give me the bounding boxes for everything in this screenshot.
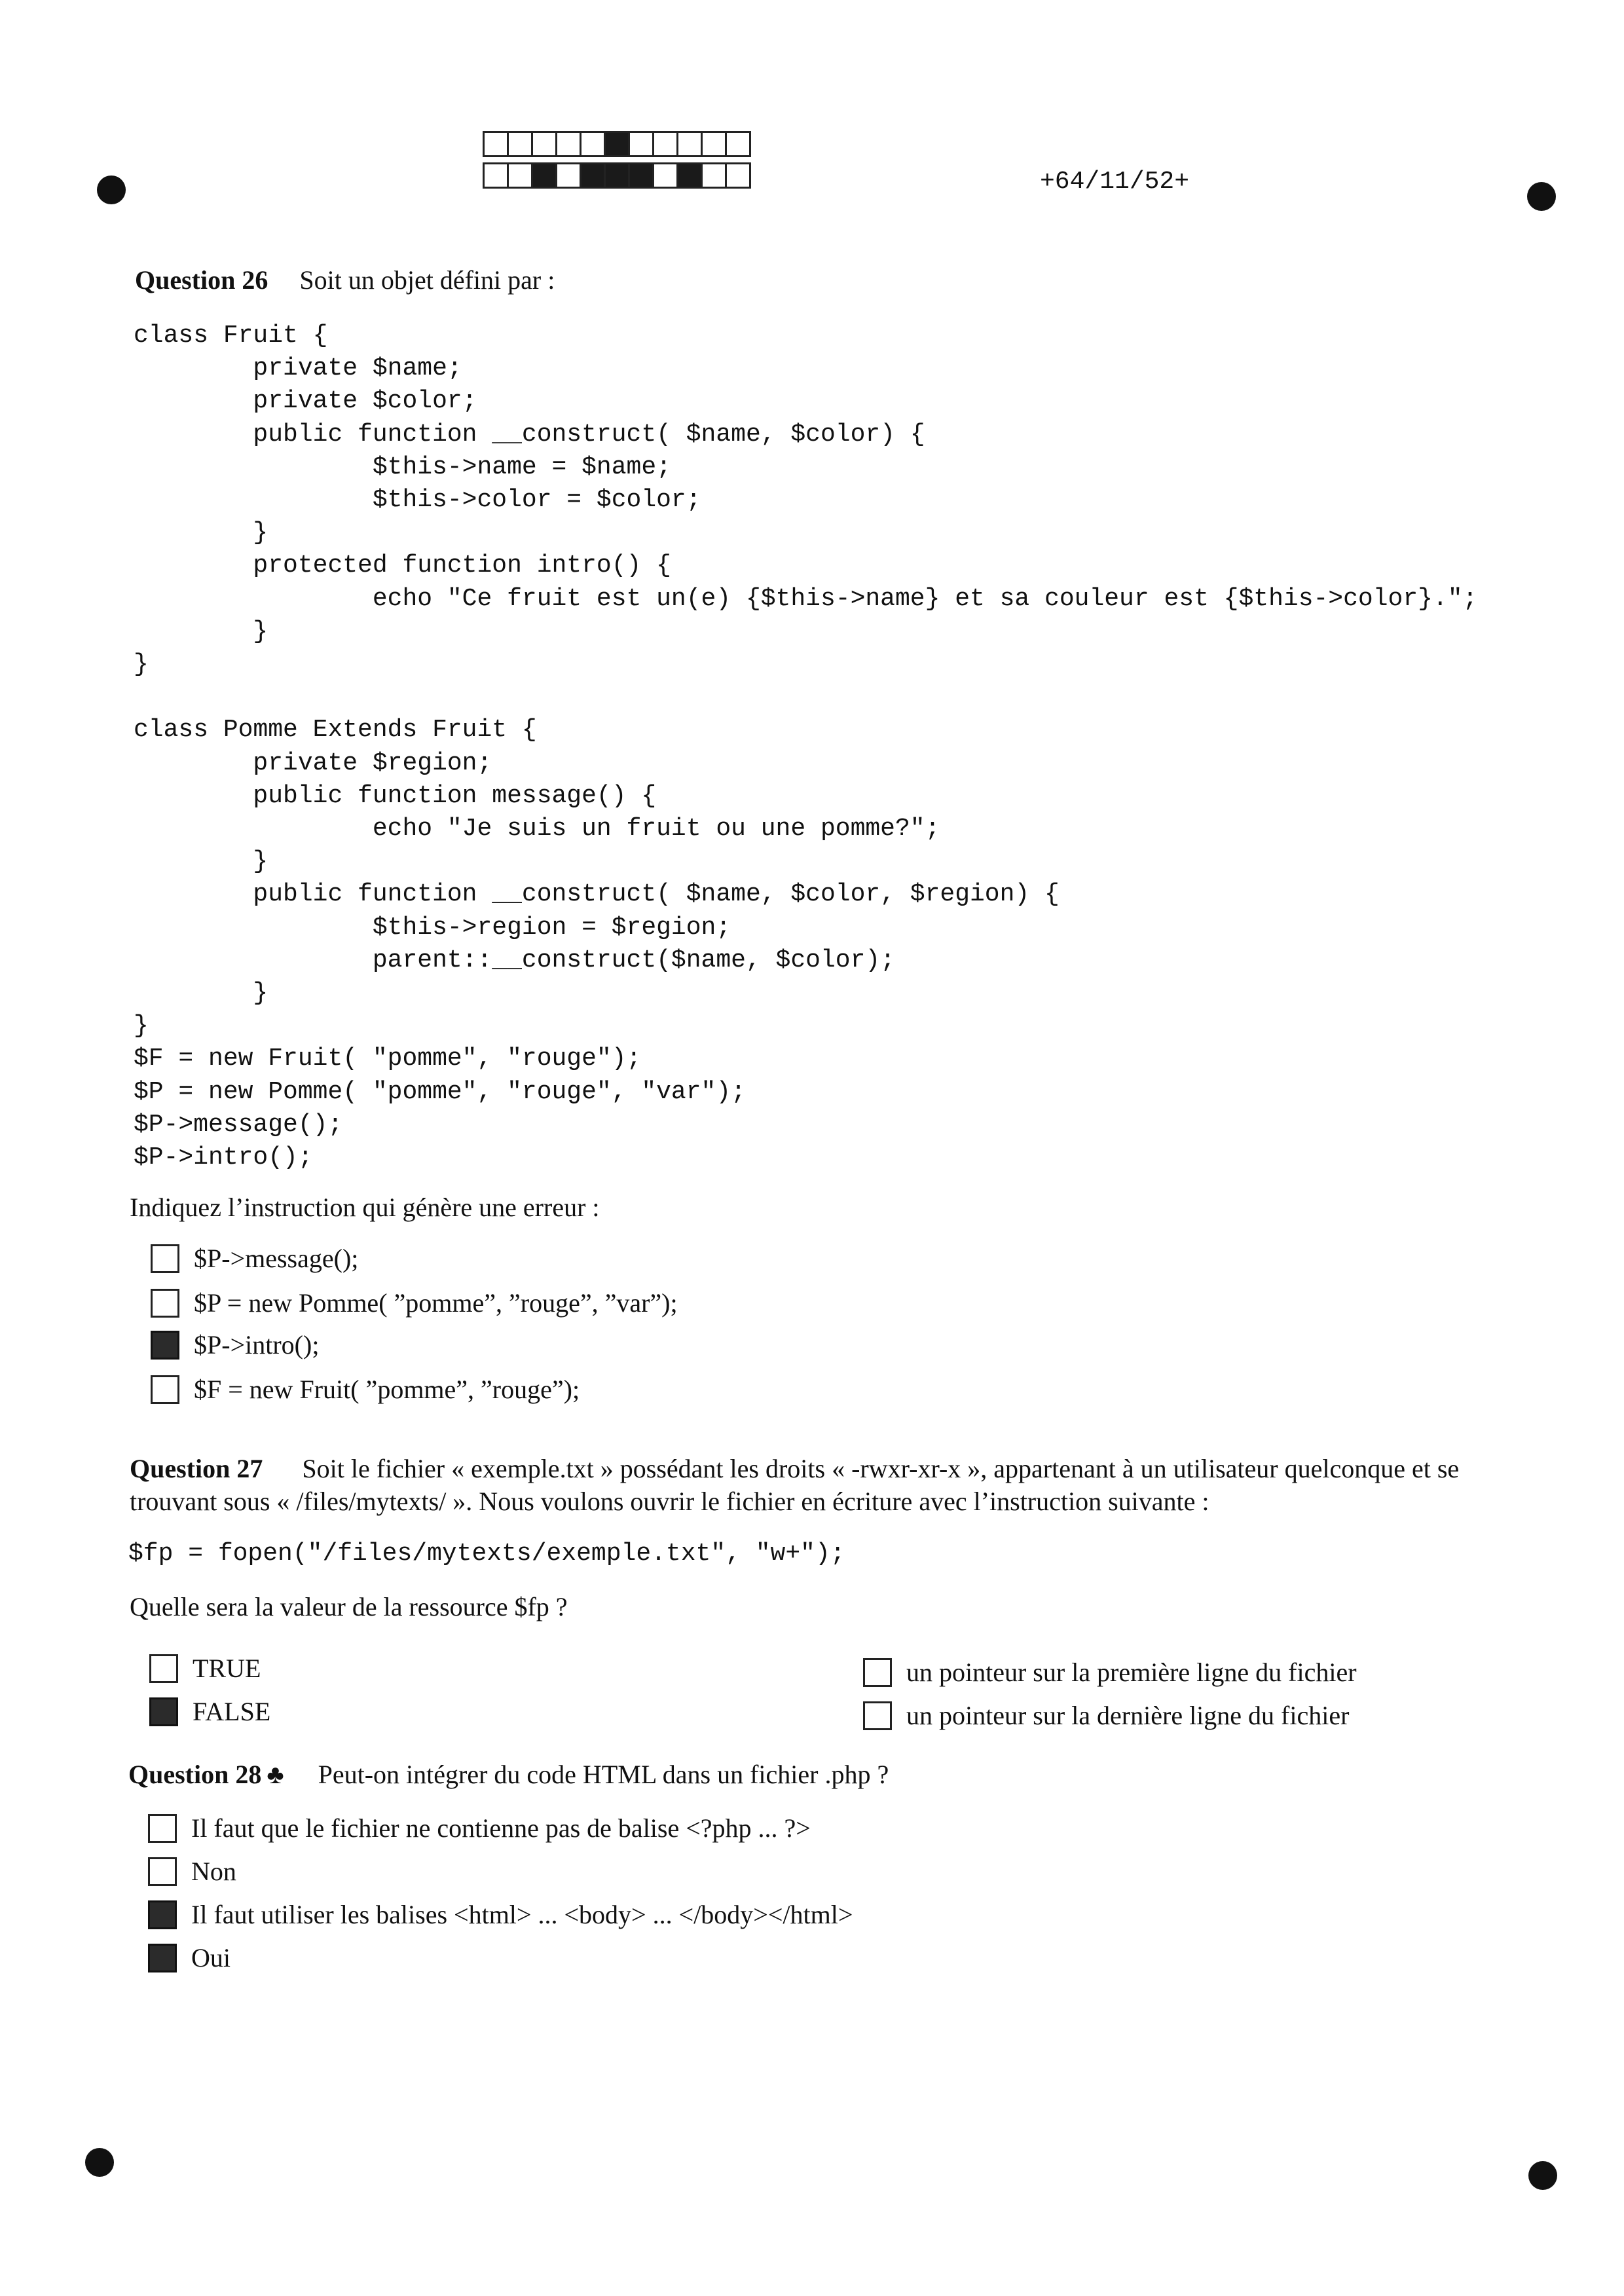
barcode-cell bbox=[531, 162, 557, 189]
q28-option-4[interactable] bbox=[148, 1942, 231, 1973]
barcode-cell bbox=[676, 162, 703, 189]
q28-option-1-checkbox[interactable] bbox=[148, 1814, 177, 1843]
barcode-cell bbox=[555, 162, 581, 189]
barcode-cell bbox=[604, 162, 630, 189]
q27-option-first-line-label: un pointeur sur la première ligne du fichier bbox=[906, 1657, 1357, 1687]
q27-text: Soit le fichier « exemple.txt » possédant les droits « -rwxr-xr-x », appartenant à un utilisateur quelconque et se trouvant sous « /files/mytexts/ ». Nous voulons ouvrir le fichier en écriture avec l’instruction suivante : bbox=[130, 1454, 1460, 1516]
q28-option-4-checkbox[interactable] bbox=[148, 1944, 177, 1972]
q28-option-1[interactable] bbox=[148, 1813, 811, 1843]
q27-question: Quelle sera la valeur de la ressource $fp ? bbox=[130, 1592, 568, 1621]
barcode-cell bbox=[725, 162, 751, 189]
barcode-cell bbox=[725, 131, 751, 157]
q26-code-block: class Fruit { private $name; private $color; public function __construct( $name, $color) { $this->name = $name; $this->color = $color; } protected function intro() { echo "Ce fruit est un(e) {$this->name} et sa couleur est {$this->color}."; } } class Pomme Extends Fruit { private $region; public function message() { echo "Je suis un fruit ou une pomme?"; } public function __construct( $name, $color, $region) { $this->region = $region; parent::__construct($name, $color); } } $F = new Fruit( "pomme", "rouge"); $P = new Pomme( "pomme", "rouge", "var"); $P->message(); $P->intro(); bbox=[134, 322, 1478, 1172]
q27-option-last-line-label: un pointeur sur la dernière ligne du fichier bbox=[906, 1701, 1350, 1730]
barcode-cell bbox=[483, 131, 509, 157]
club-icon: ♣ bbox=[267, 1760, 284, 1789]
q26-option-3-checkbox[interactable] bbox=[151, 1331, 179, 1360]
barcode-cell bbox=[531, 131, 557, 157]
q26-option-1[interactable] bbox=[151, 1243, 358, 1274]
barcode-cell bbox=[604, 131, 630, 157]
barcode-cell bbox=[628, 162, 654, 189]
barcode-cell bbox=[580, 131, 606, 157]
q26-option-3-label: $P->intro(); bbox=[194, 1330, 320, 1360]
q27-option-true-checkbox[interactable] bbox=[149, 1654, 178, 1683]
q28-option-4-label: Oui bbox=[191, 1943, 231, 1972]
barcode-cell bbox=[483, 162, 509, 189]
barcode-cell bbox=[555, 131, 581, 157]
q26-option-1-label: $P->message(); bbox=[194, 1244, 359, 1273]
q28-option-2-label: Non bbox=[191, 1857, 236, 1886]
q28-option-3-checkbox[interactable] bbox=[148, 1900, 177, 1929]
q28-header bbox=[128, 1759, 889, 1790]
q26-option-4-label: $F = new Fruit( ”pomme”, ”rouge”); bbox=[194, 1375, 580, 1404]
q28-label: Question 28 bbox=[128, 1760, 262, 1789]
barcode-cell bbox=[676, 131, 703, 157]
q28-prompt: Peut-on intégrer du code HTML dans un fichier .php ? bbox=[318, 1760, 889, 1789]
q28-option-1-label: Il faut que le fichier ne contienne pas de balise <?php ... ?> bbox=[191, 1813, 811, 1843]
barcode-cell bbox=[652, 131, 678, 157]
q28-option-3-label: Il faut utiliser les balises <html> ... <body> ... </body></html> bbox=[191, 1900, 853, 1929]
barcode-cell bbox=[652, 162, 678, 189]
q26-question: Indiquez l’instruction qui génère une erreur : bbox=[130, 1193, 600, 1222]
corner-mark-top-left bbox=[97, 176, 126, 204]
barcode-cell bbox=[507, 131, 533, 157]
q26-label: Question 26 bbox=[135, 265, 268, 295]
q26-option-4-checkbox[interactable] bbox=[151, 1375, 179, 1404]
q26-option-4[interactable] bbox=[151, 1374, 580, 1405]
q27-label: Question 27 bbox=[130, 1454, 263, 1483]
q28-option-2[interactable] bbox=[148, 1856, 236, 1887]
barcode-cell bbox=[701, 131, 727, 157]
q27-option-true-label: TRUE bbox=[193, 1654, 261, 1683]
corner-mark-bottom-left bbox=[85, 2148, 114, 2177]
q26-option-3[interactable] bbox=[151, 1329, 319, 1360]
barcode-cell bbox=[701, 162, 727, 189]
q27-option-last-line-checkbox[interactable] bbox=[863, 1701, 892, 1730]
barcode-cell bbox=[507, 162, 533, 189]
q27-statement bbox=[130, 1453, 1538, 1518]
q27-option-false-label: FALSE bbox=[193, 1697, 271, 1726]
corner-mark-top-right bbox=[1527, 182, 1556, 211]
q26-prompt: Soit un objet défini par : bbox=[299, 265, 555, 295]
q28-option-2-checkbox[interactable] bbox=[148, 1857, 177, 1886]
q27-option-true[interactable] bbox=[149, 1653, 261, 1684]
q26-option-2[interactable] bbox=[151, 1287, 678, 1318]
q26-option-1-checkbox[interactable] bbox=[151, 1244, 179, 1273]
q27-option-last-line[interactable] bbox=[863, 1700, 1349, 1731]
barcode-row-top bbox=[485, 131, 751, 157]
barcode-cell bbox=[580, 162, 606, 189]
q26-header bbox=[135, 265, 555, 295]
q27-option-false[interactable] bbox=[149, 1696, 270, 1727]
q27-option-false-checkbox[interactable] bbox=[149, 1697, 178, 1726]
barcode-row-bottom bbox=[485, 162, 751, 189]
barcode-cell bbox=[628, 131, 654, 157]
corner-mark-bottom-right bbox=[1528, 2161, 1557, 2190]
q26-option-2-label: $P = new Pomme( ”pomme”, ”rouge”, ”var”); bbox=[194, 1288, 678, 1318]
q27-code: $fp = fopen("/files/mytexts/exemple.txt", "w+"); bbox=[128, 1540, 845, 1568]
q28-option-3[interactable] bbox=[148, 1899, 853, 1930]
q27-option-first-line[interactable] bbox=[863, 1657, 1357, 1688]
q27-option-first-line-checkbox[interactable] bbox=[863, 1658, 892, 1687]
page-id: +64/11/52+ bbox=[1040, 168, 1190, 196]
q26-option-2-checkbox[interactable] bbox=[151, 1289, 179, 1318]
